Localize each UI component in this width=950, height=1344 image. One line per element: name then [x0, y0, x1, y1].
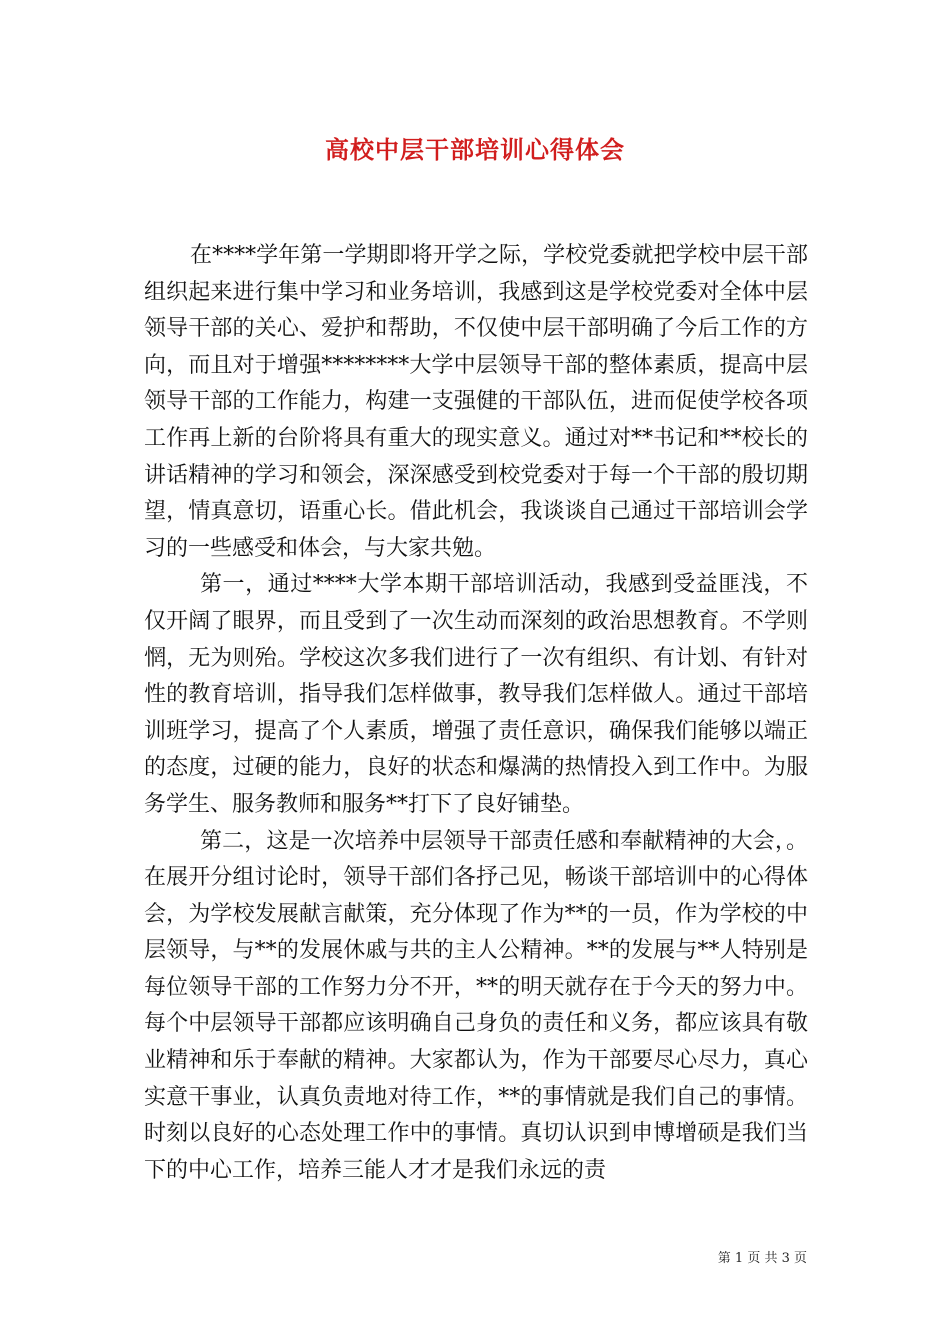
paragraph-3: 第二，这是一次培养中层领导干部责任感和奉献精神的大会，。在展开分组讨论时，领导干部们各抒己见，畅谈干部培训中的心得体会，为学校发展献言献策，充分体现了作为**的一员，作为学校的中层领导，与**的发展休戚与共的主人公精神。**的发展与**人特别是每位领导干部的工作努力分不开，**的明天就存在于今天的努力中。每个中层领导干部都应该明确自己身负的责任和义务，都应该具有敬业精神和乐于奉献的精神。大家都认为，作为干部要尽心尽力，真心实意干事业，认真负责地对待工作，**的事情就是我们自己的事情。时刻以良好的心态处理工作中的事情。真切认识到申博增硕是我们当下的中心工作，培养三能人才才是我们永远的责 — [144, 828, 808, 1183]
document-title: 高校中层干部培训心得体会 — [325, 135, 625, 164]
document-body — [144, 238, 808, 1189]
paragraph-1: 在****学年第一学期即将开学之际，学校党委就把学校中层干部组织起来进行集中学习和业务培训，我感到这是学校党委对全体中层领导干部的关心、爱护和帮助，不仅使中层干部明确了今后工作的方向，而且对于增强********大学中层领导干部的整体素质，提高中层领导干部的工作能力，构建一支强健的干部队伍，进而促使学校各项工作再上新的台阶将具有重大的现实意义。通过对**书记和**校长的讲话精神的学习和领会，深深感受到校党委对于每一个干部的殷切期望，情真意切，语重心长。借此机会，我谈谈自己通过干部培训会学习的一些感受和体会，与大家共勉。 — [144, 243, 808, 561]
paragraph-2: 第一，通过****大学本期干部培训活动，我感到受益匪浅，不仅开阔了眼界，而且受到了一次生动而深刻的政治思想教育。不学则惘，无为则殆。学校这次多我们进行了一次有组织、有计划、有针对性的教育培训，指导我们怎样做事，教导我们怎样做人。通过干部培训班学习，提高了个人素质，增强了责任意识，确保我们能够以端正的态度，过硬的能力，良好的状态和爆满的热情投入到工作中。为服务学生、服务教师和服务**打下了良好铺垫。 — [144, 572, 808, 817]
page-number-footer: 第 1 页 共 3 页 — [717, 1251, 807, 1266]
